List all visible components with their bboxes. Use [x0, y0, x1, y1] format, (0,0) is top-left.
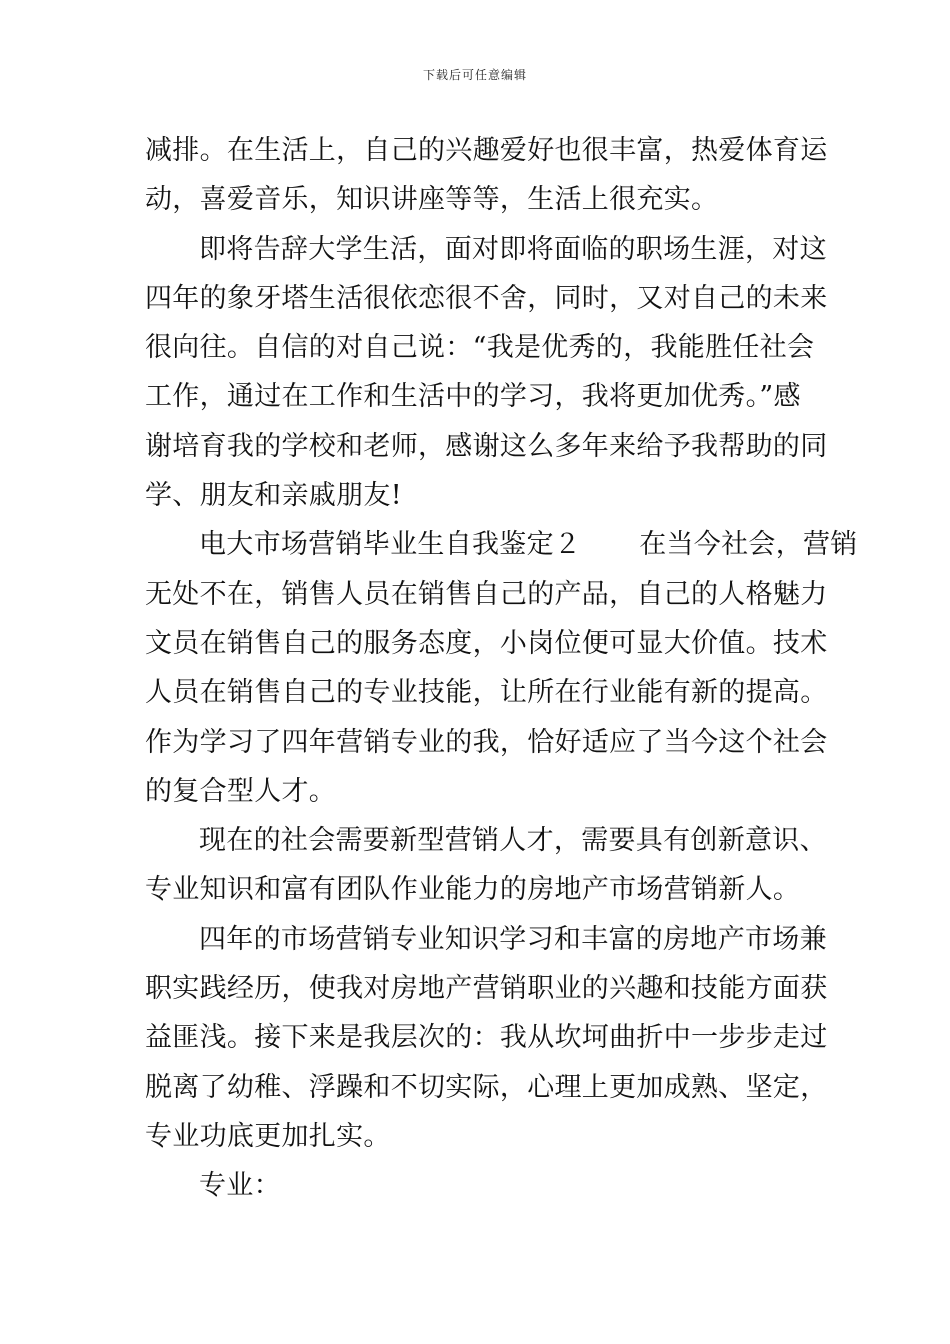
section-text: 在当今社会，营销: [639, 529, 858, 561]
text-line: 专业知识和富有团队作业能力的房地产市场营销新人。: [145, 874, 801, 906]
text-line: 职实践经历，使我对房地产营销职业的兴趣和技能方面获: [145, 973, 828, 1005]
text-line: 谢培育我的学校和老师，感谢这么多年来给予我帮助的同: [145, 430, 828, 462]
text-line: 益匪浅。接下来是我层次的：我从坎坷曲折中一步步走过: [145, 1022, 828, 1054]
text-line: 专业功底更加扎实。: [145, 1120, 391, 1152]
text-line: 减排。在生活上，自己的兴趣爱好也很丰富，热爱体育运: [145, 135, 828, 166]
text-line: 人员在销售自己的专业技能，让所在行业能有新的提高。: [145, 677, 828, 709]
text-line: 学、朋友和亲戚朋友!: [145, 480, 402, 512]
paragraph-start-line: 专业：: [199, 1170, 281, 1202]
paragraph-start-line: 四年的市场营销专业知识学习和丰富的房地产市场兼: [199, 923, 827, 955]
paragraph-start-line: 现在的社会需要新型营销人才，需要具有创新意识、: [199, 825, 827, 857]
text-line: 无处不在，销售人员在销售自己的产品，自己的人格魅力: [145, 578, 828, 610]
text-line: 四年的象牙塔生活很依恋很不舍，同时，又对自己的未来: [145, 282, 828, 314]
text-line: 作为学习了四年营销专业的我，恰好适应了当今这个社会: [145, 726, 828, 758]
text-line: 脱离了幼稚、浮躁和不切实际，心理上更加成熟、坚定，: [145, 1071, 828, 1103]
document-body: [145, 126, 858, 1211]
text-line: 文员在销售自己的服务态度，小岗位便可显大价值。技术: [145, 627, 828, 659]
text-line: 很向往。自信的对自己说：“我是优秀的，我能胜任社会: [145, 332, 815, 364]
paragraph-start-line: 即将告辞大学生活，面对即将面临的职场生涯，对这: [199, 233, 827, 265]
page-header: 下载后可任意编辑: [422, 68, 527, 82]
section-title-line: [145, 520, 858, 569]
section-title: 电大市场营销毕业生自我鉴定２: [199, 529, 582, 561]
text-line: 的复合型人才。: [145, 775, 337, 807]
text-line: 动，喜爱音乐，知识讲座等等，生活上很充实。: [145, 184, 719, 216]
text-line: 工作，通过在工作和生活中的学习，我将更加优秀。”感: [145, 381, 801, 413]
